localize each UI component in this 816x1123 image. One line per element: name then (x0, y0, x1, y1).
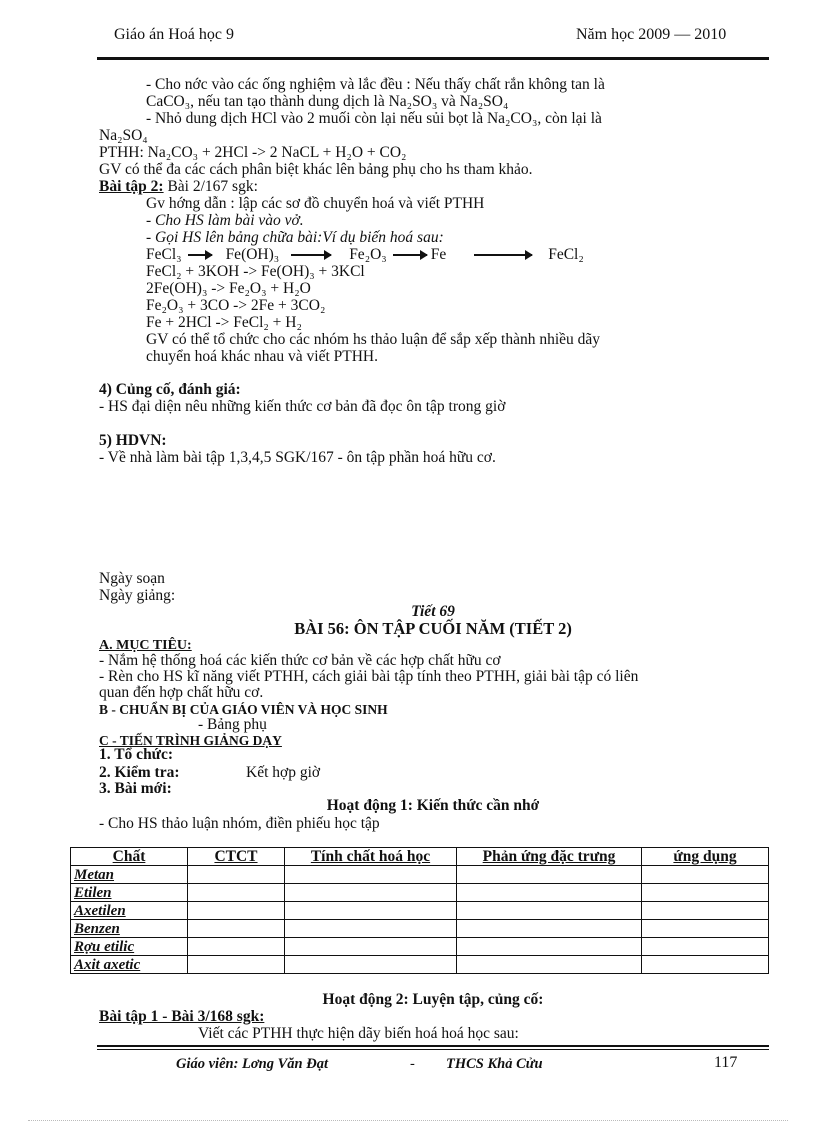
equation-line: 2Fe(OH)₃ -> Fe₂O₃ + H₂O (146, 280, 311, 297)
chain-item: Fe (430, 246, 447, 263)
text-line: - Nhỏ dung dịch HCl vào 2 muối còn lại nếu sủi bọt là Na₂CO₃, còn lại là (146, 110, 602, 127)
table-row (71, 938, 769, 956)
text-line: - Bảng phụ (198, 716, 267, 733)
activity-2-title: Hoạt động 2: Luyện tập, củng cố: (322, 991, 544, 1008)
section-a-title: A. MỤC TIÊU: (99, 638, 192, 653)
section-c-title: C - TIẾN TRÌNH GIẢNG DẠY (99, 733, 282, 748)
table-header: CTCT (188, 848, 285, 866)
lesson-period: Tiết 69 (411, 603, 455, 620)
chain-item: Fe₂O₃ (349, 246, 387, 263)
step-2-value: Kết hợp giờ (246, 764, 321, 781)
footer-school: THCS Khả Cửu (446, 1056, 543, 1072)
arrow-icon (474, 254, 532, 256)
exercise-2-label: Bài tập 2: (99, 178, 164, 195)
compound-name: Axit axetic (71, 956, 188, 974)
activity-1-text: - Cho HS thảo luận nhóm, điền phiếu học tập (99, 815, 380, 832)
table-row (71, 902, 769, 920)
table-header: Tính chất hoá học (285, 848, 457, 866)
worksheet-table (70, 847, 769, 974)
table-header-row (71, 848, 769, 866)
table-header: Phản ứng đặc trưng (457, 848, 642, 866)
footer-dash: - (410, 1056, 415, 1072)
section-b-title: B - CHUẨN BỊ CỦA GIÁO VIÊN VÀ HỌC SINH (99, 702, 388, 717)
table-row (71, 920, 769, 938)
step-1: 1. Tổ chức: (99, 746, 174, 763)
compound-name: Axetilen (71, 902, 188, 920)
compound-name: Benzen (71, 920, 188, 938)
text-line: - Cho nớc vào các ống nghiệm và lắc đều : Nếu thấy chất rắn không tan là (146, 76, 605, 93)
section-4-text: - HS đại diện nêu những kiến thức cơ bản đã đọc ôn tập trong giờ (99, 398, 506, 415)
page-number: 117 (714, 1054, 738, 1071)
text-line: chuyển hoá khác nhau và viết PTHH. (146, 348, 379, 365)
compound-name: Metan (71, 866, 188, 884)
table-row (71, 866, 769, 884)
footer-rule (97, 1045, 769, 1047)
text-line: Na₂SO₄ (99, 127, 148, 144)
footer-teacher: Giáo viên: Lơng Văn Đạt (176, 1056, 328, 1072)
compound-name: Etilen (71, 884, 188, 902)
exercise-2-text: Bài 2/167 sgk: (163, 178, 258, 195)
equation-line: PTHH: Na₂CO₃ + 2HCl -> 2 NaCL + H₂O + CO₂ (99, 144, 407, 161)
header-left: Giáo án Hoá học 9 (114, 26, 234, 43)
text-line: - Nắm hệ thống hoá các kiến thức cơ bản về các hợp chất hữu cơ (99, 652, 501, 669)
table-header: Chất (71, 848, 188, 866)
text-line: GV có thể tổ chức cho các nhóm hs thảo luận để sắp xếp thành nhiều dãy (146, 331, 601, 348)
text-line: CaCO₃, nếu tan tạo thành dung dịch là Na₂SO₃ và Na₂SO₄ (146, 93, 509, 110)
arrow-icon (291, 254, 331, 256)
ngay-soan: Ngày soạn (99, 570, 165, 587)
activity-1-title: Hoạt động 1: Kiến thức cần nhớ (326, 797, 540, 814)
ngay-giang: Ngày giảng: (99, 587, 176, 604)
footer-rule-thin (97, 1049, 769, 1050)
step-2-label: 2. Kiểm tra: (99, 764, 180, 781)
text-line: GV có thể đa các cách phân biệt khác lên bảng phụ cho hs tham khảo. (99, 161, 533, 178)
table-header: ứng dụng (642, 848, 769, 866)
section-5-title: 5) HDVN: (99, 432, 167, 449)
text-line: - Rèn cho HS kĩ năng viết PTHH, cách giải bài tập tính theo PTHH, giải bài tập có liên (99, 668, 639, 685)
equation-line: FeCl₂ + 3KOH -> Fe(OH)₃ + 3KCl (146, 263, 365, 280)
step-3: 3. Bài mới: (99, 780, 172, 797)
text-line: quan đến hợp chất hữu cơ. (99, 684, 264, 701)
arrow-icon (188, 254, 212, 256)
exercise-1-text: Viết các PTHH thực hiện dãy biến hoá hoá học sau: (198, 1025, 519, 1042)
equation-line: Fe + 2HCl -> FeCl₂ + H₂ (146, 314, 302, 331)
section-5-text: - Về nhà làm bài tập 1,3,4,5 SGK/167 - ôn tập phần hoá hữu cơ. (99, 449, 496, 466)
chain-item: Fe(OH)₃ (225, 246, 280, 263)
compound-name: Rợu etilic (71, 938, 188, 956)
text-line: Gv hớng dẫn : lập các sơ đồ chuyển hoá và viết PTHH (146, 195, 485, 212)
header-right: Năm học 2009 — 2010 (576, 26, 727, 43)
table-row (71, 884, 769, 902)
conversion-chain (146, 246, 584, 263)
equation-line: Fe₂O₃ + 3CO -> 2Fe + 3CO₂ (146, 297, 326, 314)
exercise-2-line (99, 178, 258, 195)
chain-item: FeCl₃ (146, 246, 182, 263)
lesson-title: BÀI 56: ÔN TẬP CUỐI NĂM (TIẾT 2) (294, 619, 572, 638)
text-line: - Cho HS làm bài vào vở. (146, 212, 304, 229)
table-row (71, 956, 769, 974)
section-4-title: 4) Củng cố, đánh giá: (99, 381, 241, 398)
page-edge (28, 1120, 788, 1121)
arrow-icon (393, 254, 427, 256)
exercise-1-label: Bài tập 1 - Bài 3/168 sgk: (99, 1008, 265, 1025)
header-rule (97, 57, 769, 60)
chain-item: FeCl₂ (548, 246, 584, 263)
text-line: - Gọi HS lên bảng chữa bài:Ví dụ biến hoá sau: (146, 229, 444, 246)
